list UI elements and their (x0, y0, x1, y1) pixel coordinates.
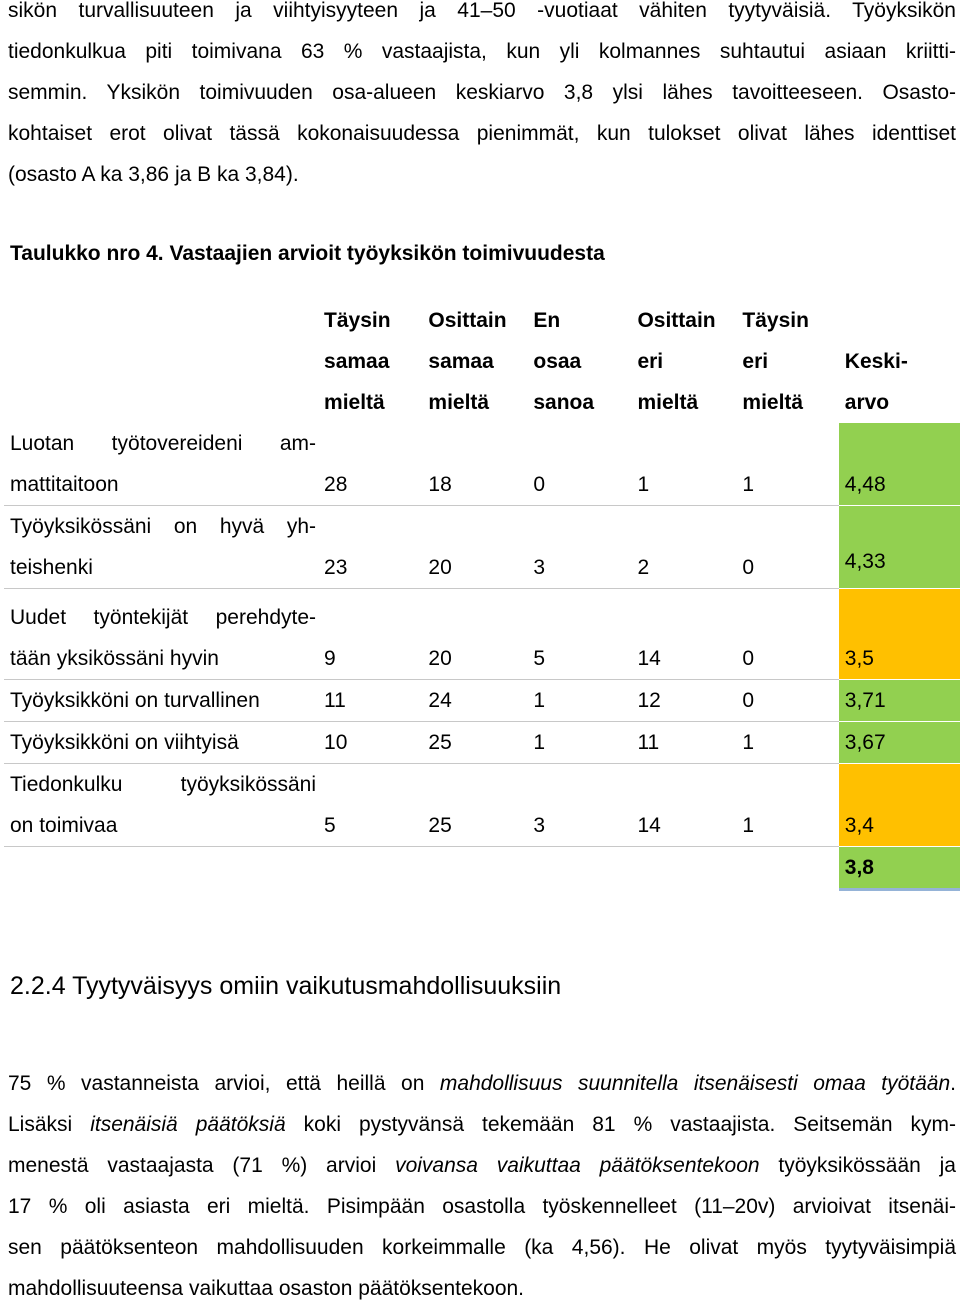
text-line (8, 1145, 956, 1186)
value-cell: 1 (734, 764, 838, 847)
value-cell: 25 (420, 722, 525, 764)
value-cell: 0 (734, 589, 838, 680)
table-row (4, 423, 960, 506)
value-cell: 11 (629, 722, 734, 764)
header-text: Keski- (844, 350, 908, 373)
row-label-line: tään yksikössäni hyvin (10, 647, 219, 670)
header-text: Täysin (742, 309, 809, 332)
value-cell: 1 (734, 722, 838, 764)
text-span: Lisäksi (8, 1113, 91, 1136)
row-label (4, 764, 316, 847)
header-text: mieltä (637, 391, 699, 414)
value-cell: 3 (525, 506, 629, 589)
header-empty-cell (4, 300, 316, 423)
mean-cell: 4,48 (839, 423, 960, 506)
body-paragraph (8, 1063, 956, 1309)
table-caption: Taulukko nro 4. Vastaajien arvioit työyksikön toimivuudesta (10, 242, 605, 265)
value-cell: 9 (316, 589, 420, 680)
text-span: koki pystyvänsä tekemään 81 % vastaajista. Seitsemän kym- (285, 1113, 956, 1136)
value-cell: 1 (742, 473, 755, 496)
value-cell: 14 (629, 589, 734, 680)
row-label: Työyksikköni on turvallinen (4, 680, 316, 722)
table-row (4, 680, 960, 722)
table-total-row (4, 847, 960, 890)
overall-mean-cell: 3,8 (839, 847, 960, 890)
evaluation-table (4, 300, 960, 891)
header-cell (525, 300, 629, 423)
text-line: sen päätöksenteon mahdollisuuden korkeimmalle (ka 4,56). He olivat myös tyytyväisimpiä (8, 1236, 956, 1259)
row-label-line: teishenki (10, 556, 93, 579)
value-cell: 23 (316, 506, 420, 589)
section-heading: 2.2.4 Tyytyväisyys omiin vaikutusmahdollisuuksiin (10, 972, 562, 1000)
text-span: menestä vastaajasta (71 %) arvioi (8, 1154, 396, 1177)
intro-paragraph (8, 0, 956, 195)
row-label: Työyksikköni on viihtyisä (4, 722, 316, 764)
value-cell: 20 (420, 589, 525, 680)
text-span: . (950, 1072, 957, 1095)
text-line: sikön turvallisuuteen ja viihtyisyyteen ja 41–50 -vuotiaat vähiten tyytyväisiä. Työyksikön (8, 0, 956, 22)
text-line: kohtaiset erot olivat tässä kokonaisuudessa pienimmät, kun tulokset olivat lähes identtiset (8, 122, 956, 145)
row-label (4, 506, 316, 589)
value-cell: 1 (525, 680, 629, 722)
header-text: eri (637, 350, 664, 373)
value-cell: 1 (637, 473, 650, 496)
header-text: sanoa (533, 391, 595, 414)
value-cell: 2 (629, 506, 734, 589)
header-text: mieltä (428, 391, 490, 414)
value-cell: 28 (324, 473, 348, 496)
value-cell: 0 (734, 680, 838, 722)
row-label-line: Työyksikössäni on hyvä yh- (10, 515, 317, 538)
value-cell: 14 (629, 764, 734, 847)
mean-cell: 3,4 (839, 764, 960, 847)
text-span-italic: itsenäisiä päätöksiä (90, 1113, 286, 1136)
header-text: Täysin (324, 309, 391, 332)
header-text: Osittain (428, 309, 507, 332)
empty-cell (420, 847, 525, 890)
header-text: samaa (324, 350, 390, 373)
row-label-line: Tiedonkulku työyksikössäni (10, 773, 317, 796)
empty-cell (316, 847, 420, 890)
empty-cell (4, 847, 316, 890)
text-span: 75 % vastanneista arvioi, että heillä on (8, 1072, 440, 1095)
table-row (4, 506, 960, 589)
value-cell: 0 (734, 506, 838, 589)
text-line: tiedonkulkua piti toimivana 63 % vastaajista, kun yli kolmannes suhtautui asiaan kriitti- (8, 40, 956, 63)
value-cell: 0 (533, 473, 546, 496)
text-span-italic: mahdollisuus suunnitella itsenäisesti omaa työtään (439, 1072, 951, 1095)
value-cell: 12 (629, 680, 734, 722)
header-cell (420, 300, 525, 423)
table-row (4, 722, 960, 764)
text-span: työyksikössään ja (759, 1154, 956, 1177)
header-cell (629, 300, 734, 423)
header-text: mieltä (742, 391, 804, 414)
header-cell (316, 300, 420, 423)
text-line: (osasto A ka 3,86 ja B ka 3,84). (8, 163, 299, 186)
value-cell: 3 (525, 764, 629, 847)
value-cell: 25 (420, 764, 525, 847)
value-cell: 24 (420, 680, 525, 722)
value-cell: 11 (316, 680, 420, 722)
header-text: mieltä (324, 391, 385, 414)
mean-cell: 4,33 (839, 506, 960, 589)
mean-cell: 3,67 (839, 722, 960, 764)
value-cell: 5 (525, 589, 629, 680)
table-header-row (4, 300, 960, 423)
header-text: eri (742, 350, 769, 373)
value-cell: 18 (428, 473, 452, 496)
text-span-italic: voivansa vaikuttaa päätöksentekoon (395, 1154, 760, 1177)
text-line: semmin. Yksikön toimivuuden osa-alueen keskiarvo 3,8 ylsi lähes tavoitteeseen. Osasto- (8, 81, 956, 104)
row-label-line: Uudet työntekijät perehdyte- (10, 606, 317, 629)
empty-cell (734, 847, 838, 890)
header-text: osaa (533, 350, 582, 373)
table-row (4, 589, 960, 680)
mean-cell: 3,5 (839, 589, 960, 680)
header-text: Osittain (637, 309, 716, 332)
text-line: mahdollisuuteensa vaikuttaa osaston päätöksentekoon. (8, 1277, 525, 1300)
value-cell: 5 (316, 764, 420, 847)
empty-cell (525, 847, 629, 890)
header-text: arvo (844, 391, 890, 414)
text-line (8, 1104, 956, 1145)
value-cell: 1 (525, 722, 629, 764)
empty-cell (629, 847, 734, 890)
row-label (4, 589, 316, 680)
table-row (4, 764, 960, 847)
header-text: samaa (428, 350, 494, 373)
header-cell-mean (839, 300, 960, 423)
text-line (8, 1063, 956, 1104)
row-label-line: mattitaitoon (10, 473, 119, 496)
row-label (4, 423, 316, 506)
value-cell: 20 (420, 506, 525, 589)
header-cell (734, 300, 838, 423)
text-line: 17 % oli asiasta eri mieltä. Pisimpään osastolla työskennelleet (11–20v) arvioivat itsenäi- (8, 1195, 956, 1218)
mean-cell: 3,71 (839, 680, 960, 722)
row-label-line: Luotan työtovereideni am- (10, 432, 317, 455)
value-cell: 10 (316, 722, 420, 764)
header-text: En (533, 309, 561, 332)
row-label-line: on toimivaa (10, 814, 118, 837)
